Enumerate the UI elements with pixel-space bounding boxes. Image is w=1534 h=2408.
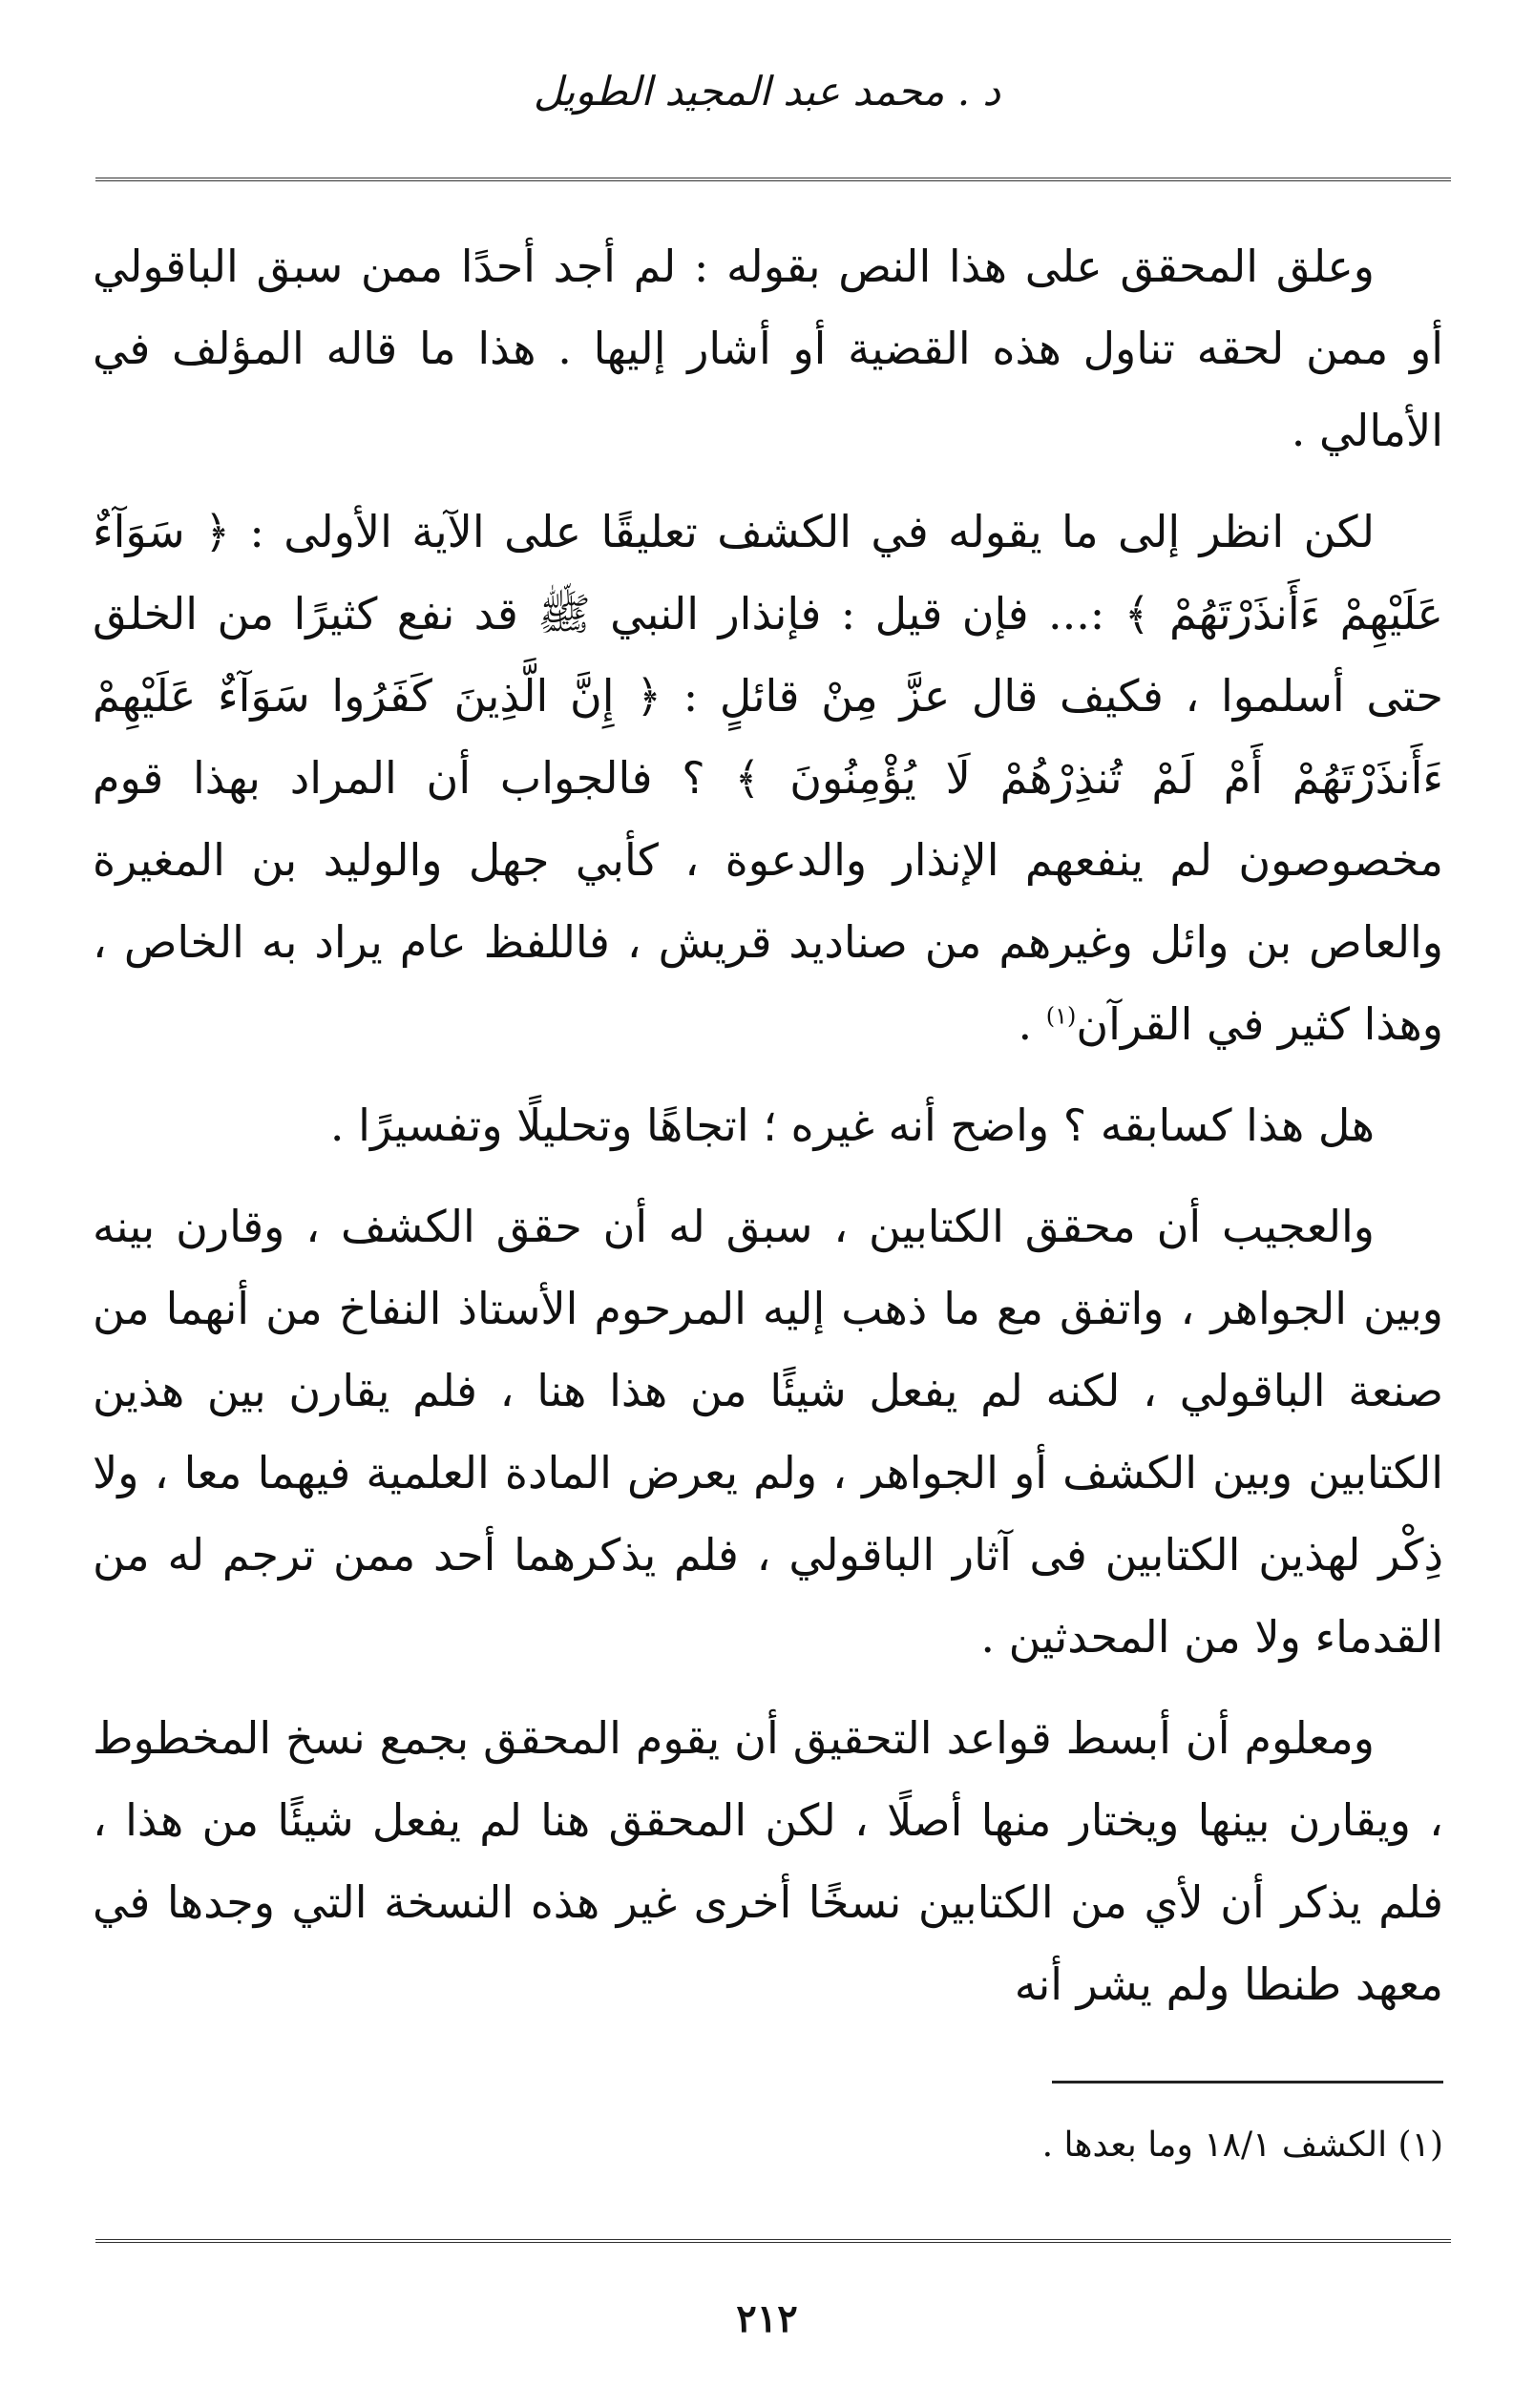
paragraph-4: والعجيب أن محقق الكتابين ، سبق له أن حقق الكشف ، وقارن بينه وبين الجواهر ، واتفق مع ما ذهب إليه المرحوم الأستاذ النفاخ من أنهما من صنعة الباقولي ، لكنه لم يفعل شيئًا من هذا هنا ، فلم يقارن بين هذين الكتابين وبين الكشف أو الجواهر ، ولم يعرض المادة العلمية فيهما معا ، ولا ذِكْر لهذين الكتابين فى آثار الباقولي ، فلم يذكرهما أحد ممن ترجم له من القدماء ولا من المحدثين . xyxy=(93,1201,1443,1663)
footnote-separator xyxy=(1052,2081,1443,2083)
running-header: د . محمد عبد المجيد الطويل xyxy=(533,68,1001,115)
footnote: (١) الكشف ١٨/١ وما بعدها . xyxy=(1041,2125,1443,2165)
quran-verse-2: ﴿ إِنَّ الَّذِينَ كَفَرُوا سَوَآءٌ عَلَيْهِمْ ءَأَنذَرْتَهُمْ أَمْ لَمْ تُنذِرْهُمْ لَا يُؤْمِنُونَ ﴾ xyxy=(93,670,1443,804)
paragraph-5: ومعلوم أن أبسط قواعد التحقيق أن يقوم المحقق بجمع نسخ المخطوط ، ويقارن بينها ويختار منها أصلًا ، لكن المحقق هنا لم يفعل شيئًا من هذا ، فلم يذكر أن لأي من الكتابين نسخًا أخرى غير هذه النسخة التي وجدها في معهد طنطا ولم يشر أنه xyxy=(93,1712,1443,2010)
paragraph-3: هل هذا كسابقه ؟ واضح أنه غيره ؛ اتجاهًا وتحليلًا وتفسيرًا . xyxy=(329,1099,1375,1151)
quote-part-1: لكن انظر إلى ما يقوله في الكشف تعليقًا على الآية الأولى : xyxy=(230,506,1376,557)
paragraph-1: وعلق المحقق على هذا النص بقوله : لم أجد أحدًا ممن سبق الباقولي أو ممن لحقه تناول هذه القضية أو أشار إليها . هذا ما قاله المؤلف في الأمالي . xyxy=(93,241,1443,456)
footer-rule xyxy=(95,2239,1451,2243)
paragraph-quote xyxy=(93,491,1443,1065)
header-rule xyxy=(95,178,1451,181)
body-text xyxy=(93,225,1443,2044)
footnote-reference: (١) xyxy=(1045,1002,1077,1030)
quote-part-3: ؟ فالجواب أن المراد بهذا قوم مخصوصون لم ينفعهم الإنذار والدعوة ، كأبي جهل والوليد بن المغيرة والعاص بن وائل وغيرهم من صناديد قريش ، فاللفظ عام يراد به الخاص ، وهذا كثير في القرآن xyxy=(93,752,1443,1050)
quote-part-4: . xyxy=(1018,998,1046,1050)
quote-part-2: :... فإن قيل : فإنذار النبي ﷺ قد نفع كثيرًا من الخلق حتى أسلموا ، فكيف قال عزَّ مِنْ قائلٍ : xyxy=(93,588,1443,722)
quran-verse-1: ﴿ سَوَآءٌ عَلَيْهِمْ ءَأَنذَرْتَهُمْ ﴾ xyxy=(93,506,1444,639)
page-number: ٢١٢ xyxy=(736,2296,798,2341)
